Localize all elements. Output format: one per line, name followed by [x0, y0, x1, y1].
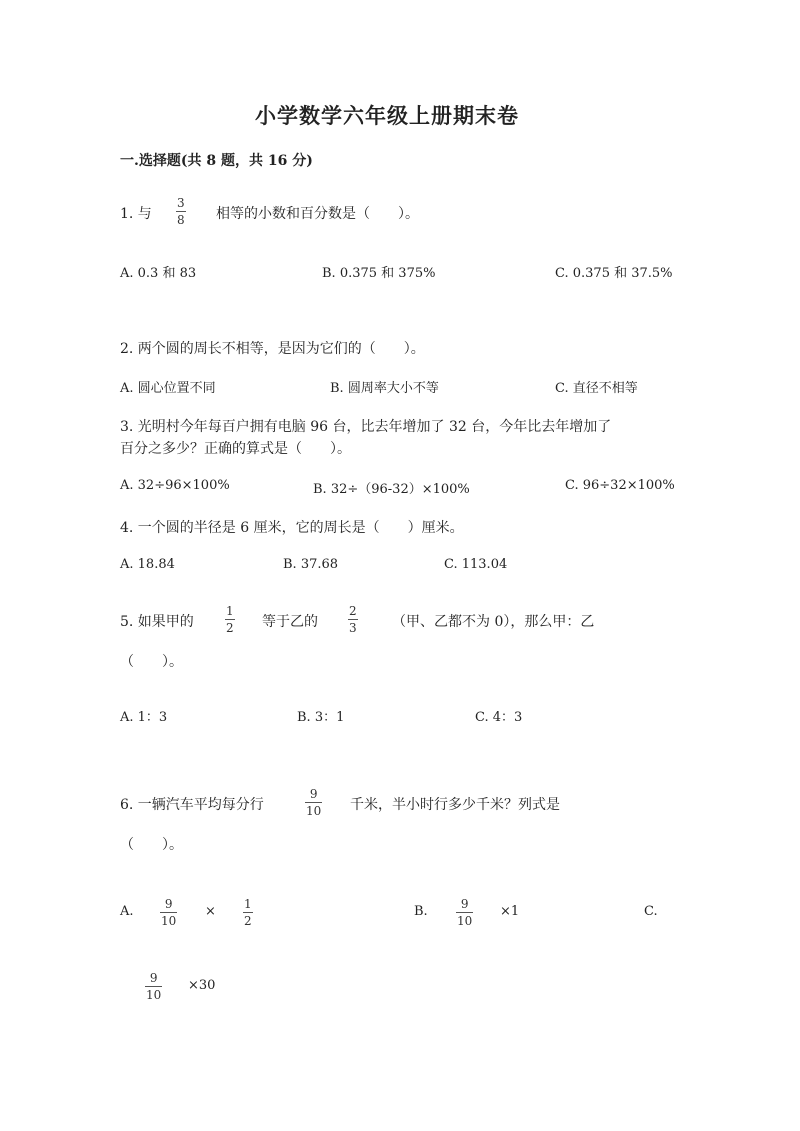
question-1-option-b[interactable]: B. 0.375 和 375%	[322, 266, 436, 281]
fraction-9-10	[160, 897, 177, 928]
question-2-option-b[interactable]: B. 圆周率大小不等	[330, 381, 439, 396]
question-6-prefix: 6. 一辆汽车平均每分行	[120, 797, 264, 813]
question-3-line-1: 3. 光明村今年每百户拥有电脑 96 台，比去年增加了 32 台，今年比去年增加了	[120, 419, 612, 435]
option-c-rest: ×30	[188, 978, 216, 993]
fraction-denominator: 10	[146, 988, 162, 1002]
fraction-denominator: 10	[306, 804, 322, 818]
option-c-label: C.	[644, 904, 658, 919]
page-title: 小学数学六年级上册期末卷	[255, 103, 519, 128]
question-3-option-c[interactable]: C. 96÷32×100%	[565, 478, 675, 493]
fraction-denominator: 8	[177, 213, 185, 227]
question-4-option-a[interactable]: A. 18.84	[120, 557, 175, 572]
option-b-label: B.	[414, 904, 428, 919]
question-2-option-c[interactable]: C. 直径不相等	[555, 381, 638, 396]
fraction-numerator: 3	[177, 196, 185, 210]
fraction-3-8	[176, 196, 186, 227]
fraction-2-3	[348, 604, 358, 635]
question-3-option-a[interactable]: A. 32÷96×100%	[120, 478, 230, 493]
question-4-option-c[interactable]: C. 113.04	[444, 557, 508, 572]
question-2-text: 2. 两个圆的周长不相等，是因为它们的（ ）。	[120, 341, 425, 357]
fraction-1-2	[225, 604, 235, 635]
fraction-bar	[160, 912, 177, 913]
fraction-bar	[145, 986, 162, 987]
question-6-suffix: 千米，半小时行多少千米？列式是	[350, 797, 560, 813]
fraction-bar	[456, 912, 473, 913]
question-5-option-b[interactable]: B. 3：1	[297, 710, 345, 725]
multiply-sign: ×	[205, 904, 216, 919]
question-1-option-c[interactable]: C. 0.375 和 37.5%	[555, 266, 673, 281]
option-a-label: A.	[120, 904, 134, 919]
question-3-option-b[interactable]: B. 32÷（96-32）×100%	[313, 482, 470, 497]
fraction-numerator: 9	[309, 787, 318, 801]
fraction-bar	[305, 802, 322, 803]
question-5-option-c[interactable]: C. 4：3	[475, 710, 523, 725]
fraction-denominator: 3	[349, 621, 357, 635]
question-2-option-a[interactable]: A. 圆心位置不同	[120, 381, 216, 396]
question-1-suffix: 相等的小数和百分数是（ ）。	[216, 206, 419, 222]
fraction-numerator: 1	[226, 604, 234, 618]
question-6-line-2: （ ）。	[120, 837, 183, 853]
fraction-bar	[176, 211, 186, 212]
fraction-numerator: 9	[460, 897, 469, 911]
option-b-rest: ×1	[500, 904, 520, 919]
fraction-9-10	[456, 897, 473, 928]
question-1-option-a[interactable]: A. 0.3 和 83	[120, 266, 197, 281]
question-5-middle: 等于乙的	[262, 614, 318, 630]
fraction-numerator: 1	[244, 897, 252, 911]
fraction-bar	[243, 912, 253, 913]
fraction-9-10	[305, 787, 322, 818]
fraction-bar	[348, 619, 358, 620]
question-5-prefix: 5. 如果甲的	[120, 614, 194, 630]
question-1-prefix: 1. 与	[120, 206, 152, 222]
fraction-denominator: 10	[457, 914, 473, 928]
fraction-numerator: 9	[149, 971, 158, 985]
fraction-denominator: 10	[161, 914, 177, 928]
question-5-option-a[interactable]: A. 1：3	[120, 710, 168, 725]
question-5-line-2: （ ）。	[120, 654, 183, 670]
fraction-denominator: 2	[244, 914, 252, 928]
fraction-numerator: 9	[164, 897, 173, 911]
question-3-line-2: 百分之多少？正确的算式是（ ）。	[120, 441, 351, 457]
question-4-option-b[interactable]: B. 37.68	[283, 557, 339, 572]
fraction-numerator: 2	[349, 604, 357, 618]
fraction-9-10	[145, 971, 162, 1002]
fraction-1-2	[243, 897, 253, 928]
question-5-suffix: （甲、乙都不为 0），那么甲：乙	[392, 614, 595, 630]
question-4-text: 4. 一个圆的半径是 6 厘米，它的周长是（ ）厘米。	[120, 520, 464, 536]
section-heading: 一.选择题(共 8 题，共 16 分)	[120, 153, 313, 169]
fraction-bar	[225, 619, 235, 620]
fraction-denominator: 2	[226, 621, 234, 635]
